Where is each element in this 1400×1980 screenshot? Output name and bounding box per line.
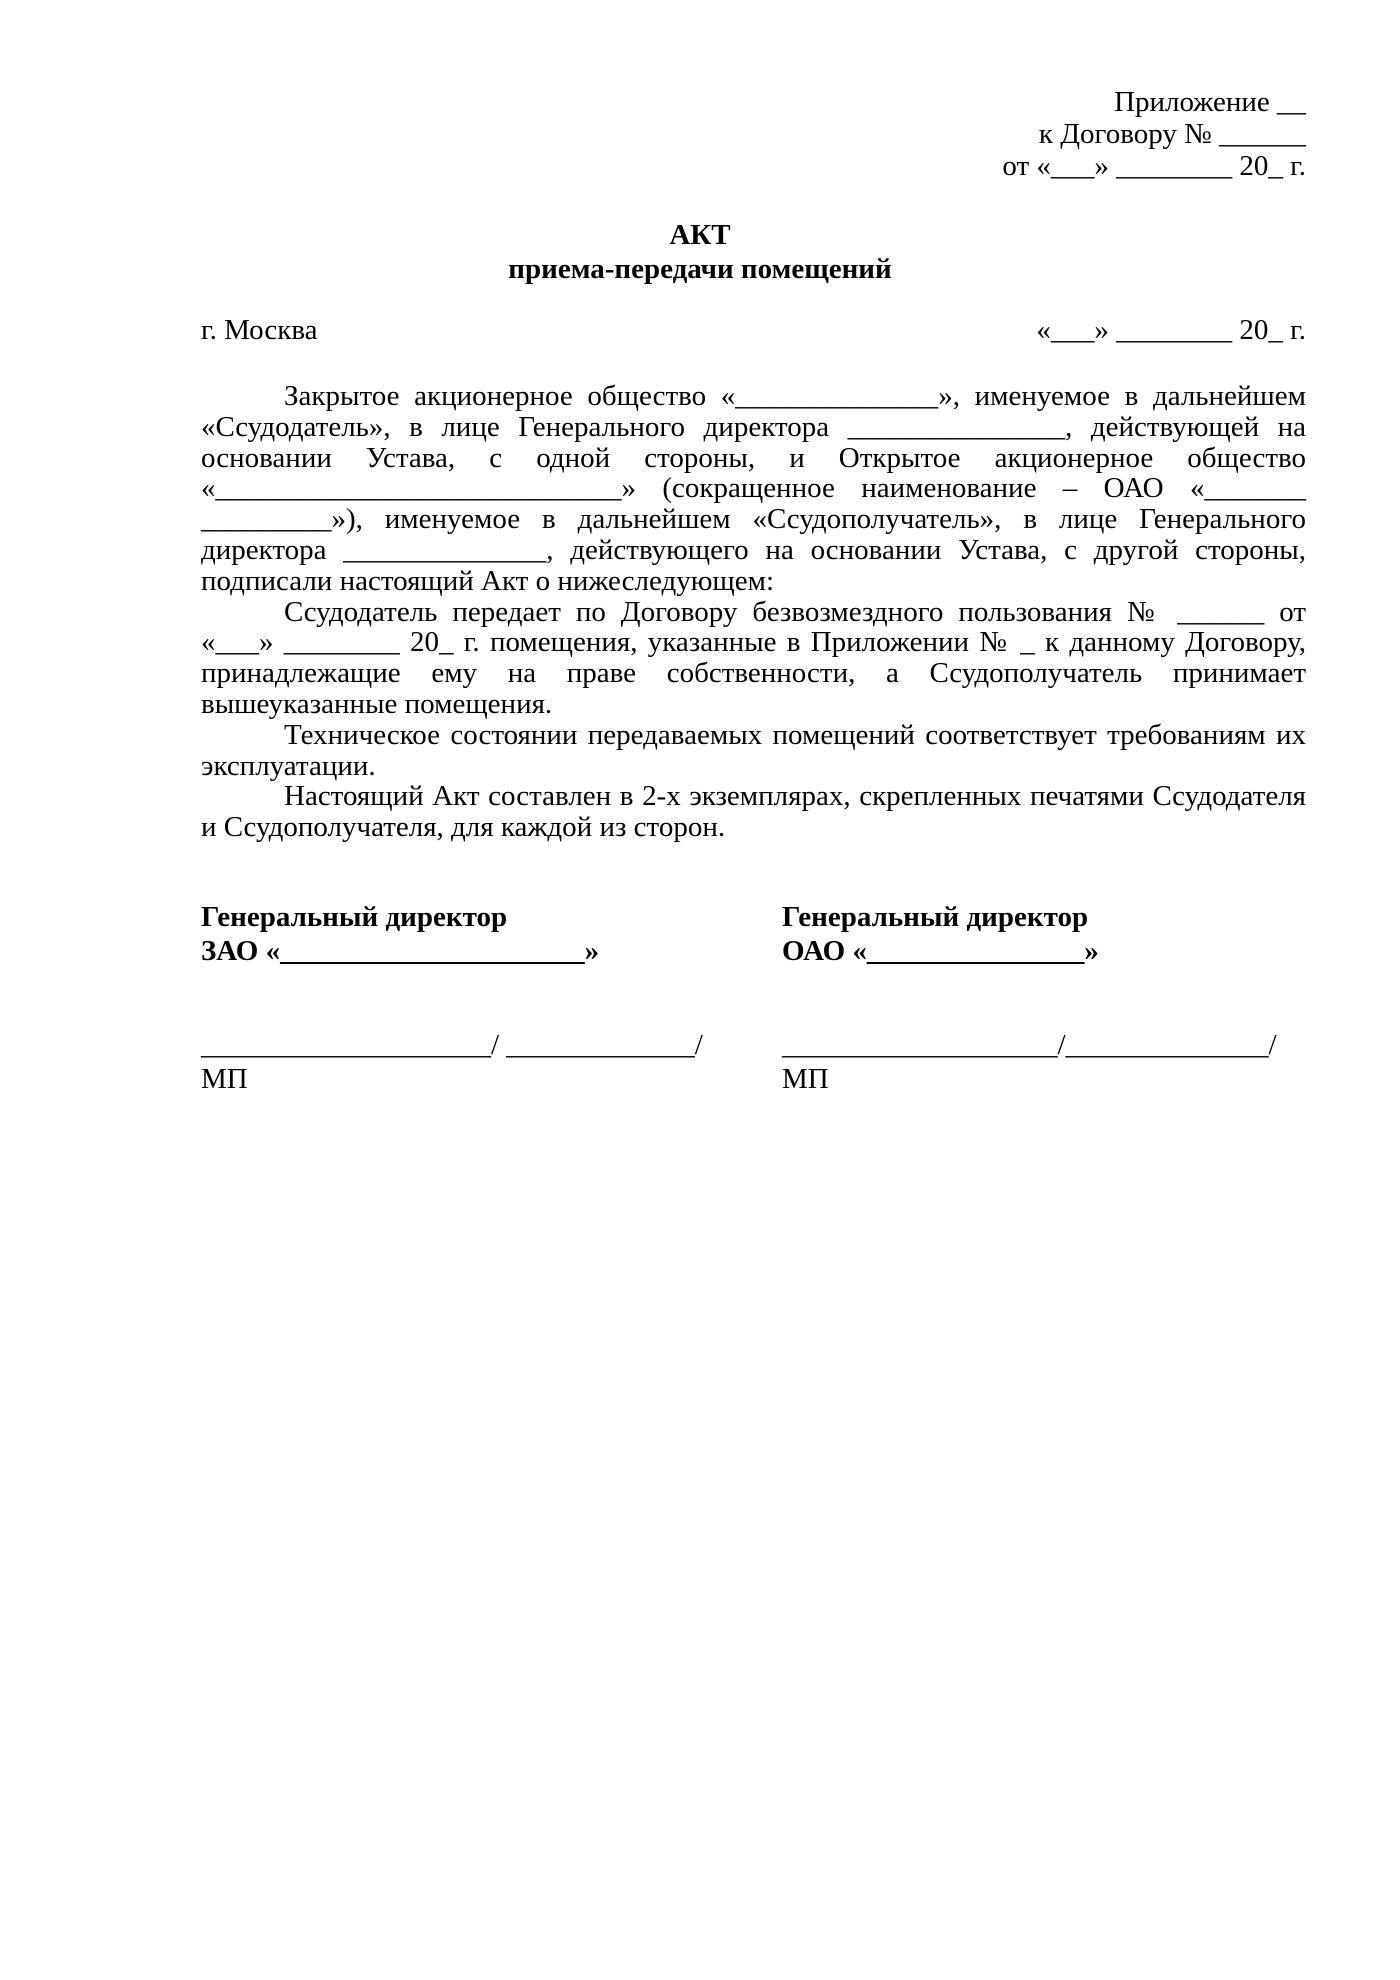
annex-header bbox=[1002, 86, 1306, 182]
signature-org: ЗАО «_____________________» bbox=[201, 935, 600, 967]
annex-contract-date: от «___» ________ 20_ г. bbox=[1002, 150, 1306, 182]
signature-block-borrower bbox=[782, 900, 1277, 1096]
title-subtitle: приема-передачи помещений bbox=[508, 253, 892, 285]
signature-line: ____________________/ _____________/ bbox=[201, 1029, 703, 1061]
signature-line: ___________________/______________/ bbox=[782, 1029, 1277, 1061]
document-title bbox=[0, 218, 1400, 286]
annex-number: Приложение __ bbox=[1114, 86, 1306, 118]
city: г. Москва bbox=[201, 314, 318, 346]
body-text bbox=[201, 381, 1306, 843]
stamp-place: МП bbox=[201, 1063, 248, 1095]
title-main: АКТ bbox=[669, 219, 731, 251]
paragraph-condition: Техническое состоянии передаваемых помещений соответствует требованиям их эксплуатации. bbox=[201, 718, 1306, 782]
paragraph-transfer: Ссудодатель передает по Договору безвозмездного пользования № ______ от «___» ________ 20_ г. помещения, указанные в Приложении № _ к данному Договору, принадлежащие ему на праве собственности, а Ссудополучатель принимает вышеуказанные помещения. bbox=[201, 595, 1306, 720]
signature-block-lender bbox=[201, 900, 703, 1096]
stamp-place: МП bbox=[782, 1063, 829, 1095]
paragraph-parties: Закрытое акционерное общество «______________», именуемое в дальнейшем «Ссудодатель», в лице Генерального директора _______________, действующей на основании Устава, с одной стороны, и Открытое акционерное общество «____________________________» (сокращенное наименование – ОАО «_______ _________»), именуемое в дальнейшем «Ссудополучатель», в лице Генерального директора ______________, действующего на основании Устава, с другой стороны, подписали настоящий Акт о нижеследующем: bbox=[201, 380, 1306, 597]
signature-role: Генеральный директор bbox=[782, 901, 1089, 933]
place-date-row bbox=[201, 313, 1306, 347]
signature-role: Генеральный директор bbox=[201, 901, 508, 933]
annex-contract-ref: к Договору № ______ bbox=[1038, 118, 1306, 150]
signature-org: ОАО «_______________» bbox=[782, 935, 1099, 967]
act-date: «___» ________ 20_ г. bbox=[1036, 314, 1306, 346]
paragraph-copies: Настоящий Акт составлен в 2-х экземплярах, скрепленных печатями Ссудодателя и Ссудополучателя, для каждой из сторон. bbox=[201, 780, 1306, 844]
